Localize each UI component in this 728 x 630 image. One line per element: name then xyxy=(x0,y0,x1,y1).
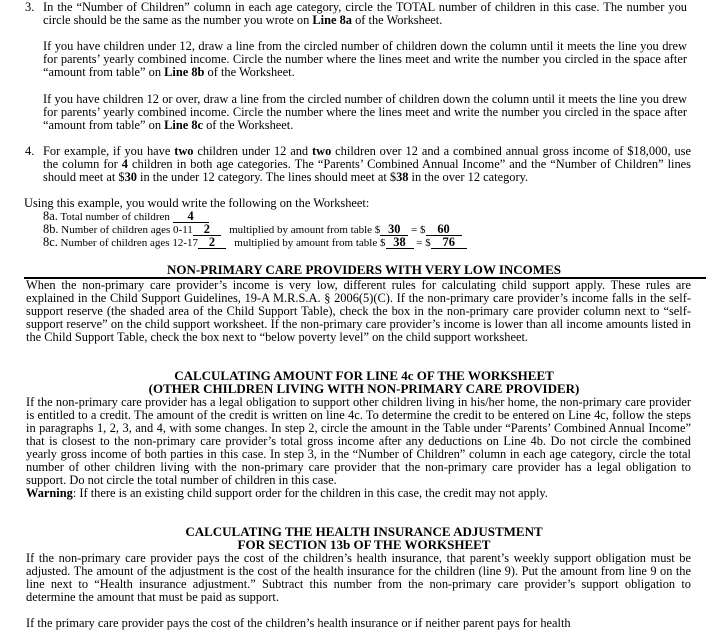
heading-low-income: NON-PRIMARY CARE PROVIDERS WITH VERY LOW INCOMES xyxy=(167,262,561,277)
emphasis-text: 4 xyxy=(121,157,128,171)
line-8c-count: 2 xyxy=(198,237,226,249)
text-run: In the “Number of Children” column in each age category, circle the TOTAL number of children in this case. The number you circle should be the same as the number you wrote on xyxy=(43,0,687,27)
line-8c-equals: = $ xyxy=(416,237,431,249)
line-8a-value: 4 xyxy=(173,211,209,223)
text-run: children under 12 and xyxy=(193,144,313,158)
line-8c-amount: 38 xyxy=(386,237,414,249)
line-8b-result: 60 xyxy=(426,224,462,236)
health-insurance-body-1: If the non-primary care provider pays the cost of the children’s health insurance, that parent’s weekly support obligation must be adjusted. The amount of the adjustment is the cost of the health insurance for the children (line 9). Put the amount from line 9 on the line next to “Health insurance adjustment.” Subtract this number from the non-primary care provider’s support obligation to determine the amount that must be paid as support. xyxy=(26,551,691,604)
line-8b-key: 8b. xyxy=(43,222,59,236)
emphasis-text: two xyxy=(174,144,194,158)
line-8c-key: 8c. xyxy=(43,235,58,249)
text-run: in the over 12 category. xyxy=(408,170,529,184)
item-3-paragraph-2 xyxy=(43,40,687,79)
low-income-body: When the non-primary care provider’s income is very low, different rules for calculating child support apply. These rules are explained in the Child Support Guidelines, 19-A M.R.S.A. § 2006(5)(C). If the non-primary care provider’s income falls in the self-support reserve (the shaded area of the Child Support Table), check the box in the non-primary care provider column next to “self-support reserve” on the child support worksheet. If the non-primary care provider’s income is lower than all income amounts listed in the Child Support Table, check the box next to “below poverty level” on the child support worksheet. xyxy=(26,278,691,344)
emphasis-text: 30 xyxy=(124,170,137,184)
warning-text: : If there is an existing child support order for the children in this case, the credit may not apply. xyxy=(72,486,548,500)
text-run: of the Worksheet. xyxy=(204,65,295,79)
text-run: If you have children under 12, draw a line from the circled number of children down the column until it meets the line you drew for parents’ yearly combined income. Circle the number where the lines meet and write the number you circled in the space after “amount from table” on xyxy=(43,39,687,79)
emphasis-text: Line 8b xyxy=(164,65,205,79)
line-8b-mult-label: multiplied by amount from table $ xyxy=(229,224,381,236)
emphasis-text: Line 8c xyxy=(164,118,204,132)
heading-health-insurance-subtitle: FOR SECTION 13b OF THE WORKSHEET xyxy=(237,537,491,552)
item-3-paragraph-3 xyxy=(43,93,687,132)
line-8c-result: 76 xyxy=(431,237,467,249)
heading-health-insurance: CALCULATING THE HEALTH INSURANCE ADJUSTMENT xyxy=(185,524,543,539)
text-run: children in both age categories. The “Parents’ Combined Annual Income” and the “Number of Children” lines should meet at $ xyxy=(43,157,691,184)
text-run: of the Worksheet. xyxy=(352,13,443,27)
line-8b-equals: = $ xyxy=(411,224,426,236)
heading-line-4c-subtitle: (OTHER CHILDREN LIVING WITH NON-PRIMARY CARE PROVIDER) xyxy=(148,381,580,396)
text-run: For example, if you have xyxy=(43,144,175,158)
example-line-8a xyxy=(43,210,209,224)
line-8b-amount: 30 xyxy=(380,224,408,236)
line-8c-label: Number of children ages 12-17 xyxy=(60,237,199,249)
line-4c-text: If the non-primary care provider has a legal obligation to support other children living in his/her home, the non-primary care provider is entitled to a credit. The amount of the credit is written on line 4c. To determine the credit to be entered on Line 4c, follow the steps in paragraphs 1, 2, 3, and 4, with some changes. In step 2, circle the amount in the Table under “Parents’ Combined Annual Income” that is closest to the non-primary care provider’s total gross income after any deductions on Line 4b. Do not circle the combined yearly gross income of both parties in this case. In step 3, in the “Number of Children” column in each age category, circle the total number of other children living with the non-primary care provider that the non-primary care provider has a legal obligation to support. Do not circle the total number of children in this case. xyxy=(26,395,691,487)
item-4-number: 4. xyxy=(25,144,35,158)
text-run: in the under 12 category. The lines should meet at $ xyxy=(136,170,397,184)
emphasis-text: two xyxy=(312,144,332,158)
heading-line-4c: CALCULATING AMOUNT FOR LINE 4c OF THE WORKSHEET xyxy=(174,368,554,383)
emphasis-text: Line 8a xyxy=(312,13,353,27)
item-3-number: 3. xyxy=(25,0,35,14)
line-8a-label: Total number of children xyxy=(60,211,170,223)
example-line-8c xyxy=(43,236,467,250)
emphasis-text: 38 xyxy=(396,170,409,184)
example-intro: Using this example, you would write the following on the Worksheet: xyxy=(24,196,370,210)
text-run: children over 12 and a combined annual gross income of $18,000, use the column for xyxy=(43,144,691,171)
warning-label: Warning xyxy=(26,486,73,500)
line-4c-body xyxy=(26,396,691,500)
line-8b-count: 2 xyxy=(193,224,221,236)
text-run: If you have children 12 or over, draw a line from the circled number of children down the column until it meets the line you drew for parents’ yearly combined income. Circle the number where the lines meet and write the number you circled in the space after “amount from table” on xyxy=(43,92,687,132)
text-run: of the Worksheet. xyxy=(203,118,294,132)
line-8c-mult-label: multiplied by amount from table $ xyxy=(234,237,386,249)
line-8b-label: Number of children ages 0-11 xyxy=(61,224,193,236)
item-4-paragraph xyxy=(43,145,691,184)
health-insurance-body-2: If the primary care provider pays the cost of the children’s health insurance or if neither parent pays for health xyxy=(26,616,571,630)
line-8a-key: 8a. xyxy=(43,209,58,223)
item-3-paragraph-1 xyxy=(43,1,687,27)
